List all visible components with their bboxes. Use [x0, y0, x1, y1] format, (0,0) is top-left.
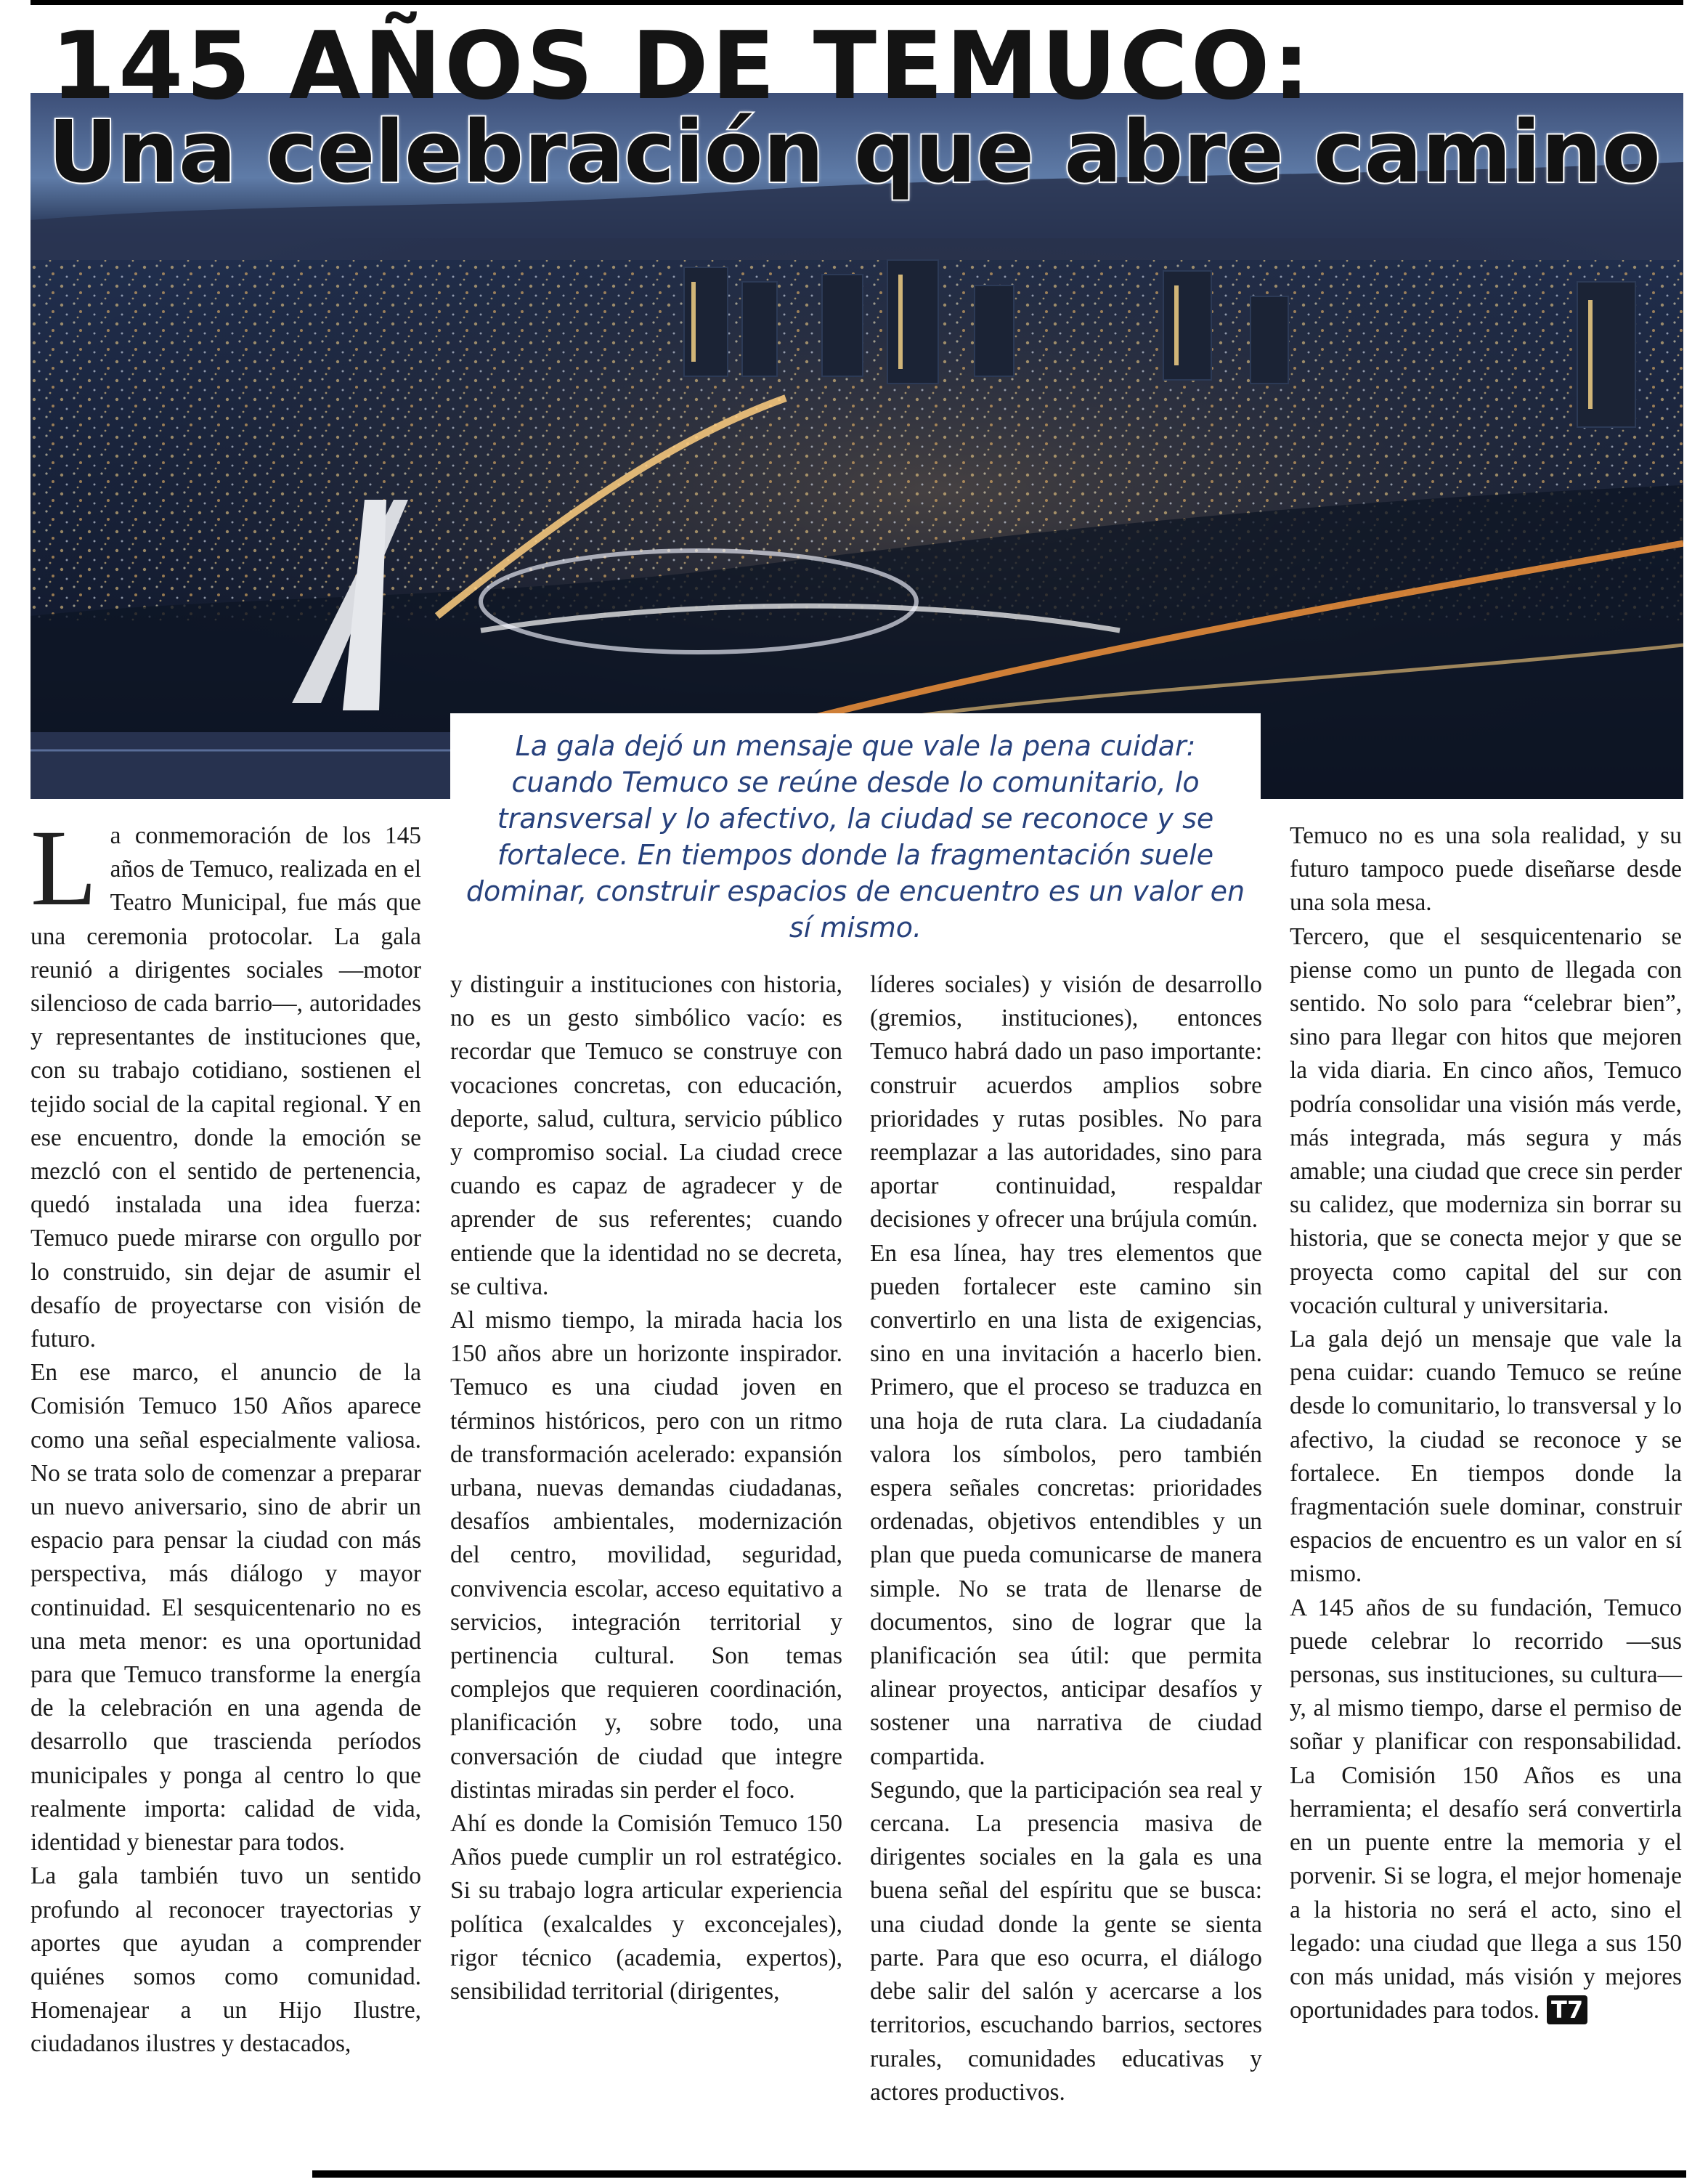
paragraph: La conmemoración de los 145 años de Temuco, realizada en el Teatro Municipal, fue más que una ceremonia protocolar. La gala reunió a dirigentes sociales —motor silencioso de cada barrio—, autoridades y representantes de instituciones que, con su trabajo cotidiano, sostienen el tejido social de la capital regional. Y en ese encuentro, donde la emoción se mezcló con el sentido de pertenencia, quedó instalada una idea fuerza: Temuco puede mirarse con orgullo por lo construido, sin dejar de asumir el desafío de proyectarse con visión de futuro.	[30, 808, 421, 1353]
top-rule	[30, 0, 1683, 5]
bottom-rule	[312, 2170, 1686, 2178]
drop-cap: L	[30, 808, 97, 928]
paragraph: A 145 años de su fundación, Temuco puede celebrar lo recorrido —sus personas, sus instituciones, su cultura— y, al mismo tiempo, darse el permiso de soñar y planificar con responsabilidad. La Comisión 150 Años es una herramienta; el desafío será convertirla en un puente entre la memoria y el porvenir. Si se logra, el mejor homenaje a la historia no será el acto, sino el legado: una ciudad que llega a sus 150 con más unidad, más visión y mejores oportunidades para todos. T7	[1290, 1594, 1682, 2024]
paragraph: La gala también tuvo un sentido profundo al reconocer trayectorias y aportes que ayudan a comprender quiénes somos como comunidad. Homenajear a un Hijo Ilustre, ciudadanos ilustres y destacados,	[30, 1862, 421, 2058]
paragraph: Temuco no es una sola realidad, y su futuro tampoco puede diseñarse desde una sola mesa.	[1290, 822, 1682, 917]
subheadline: Una celebración que abre camino	[48, 102, 1661, 202]
pull-quote: La gala dejó un mensaje que vale la pena cuidar: cuando Temuco se reúne desde lo comunitario, lo transversal y lo afectivo, la ciudad se reconoce y se fortalece. En tiempos donde la fragmentación suele dominar, construir espacios de encuentro es un valor en sí mismo.	[450, 713, 1261, 947]
article-column-2	[450, 968, 842, 2008]
paragraph: Tercero, que el sesquicentenario se piense como un punto de llegada con sentido. No solo para “celebrar bien”, sino para llegar con hitos que mejoren la vida diaria. En cinco años, Temuco podría consolidar una visión más verde, más integrada, más segura y más amable; una ciudad que crece sin perder su calidez, que moderniza sin borrar su historia, que se conecta mejor y que se proyecta como capital del sur con vocación cultural y universitaria.	[1290, 922, 1682, 1319]
paragraph: En esa línea, hay tres elementos que pueden fortalecer este camino sin convertirlo en una lista de exigencias, sino en una invitación a hacerlo bien. Primero, que el proceso se traduzca en una hoja de ruta clara. La ciudadanía valora los símbolos, pero también espera señales concretas: prioridades ordenadas, objetivos entendibles y un plan que pueda comunicarse de manera simple. No se trata de llenarse de documentos, sino de lograr que la planificación sea útil: que permita alinear proyectos, anticipar desafíos y sostener una narrativa de ciudad compartida.	[870, 1239, 1262, 1770]
paragraph: líderes sociales) y visión de desarrollo (gremios, instituciones), entonces Temuco habrá dado un paso importante: construir acuerdos amplios sobre prioridades y rutas posibles. No para reemplazar a las autoridades, sino para aportar continuidad, respaldar decisiones y ofrecer una brújula común.	[870, 971, 1262, 1233]
article-column-1	[30, 808, 421, 2061]
paragraph: Ahí es donde la Comisión Temuco 150 Años puede cumplir un rol estratégico. Si su trabajo logra articular experiencia política (exalcaldes y exconcejales), rigor técnico (academia, expertos), sensibilidad territorial (dirigentes,	[450, 1810, 842, 2005]
headline: 145 AÑOS DE TEMUCO:	[51, 12, 1313, 121]
article-column-3	[870, 968, 1262, 2109]
publication-logo-icon: T7	[1547, 1995, 1587, 2024]
paragraph: Al mismo tiempo, la mirada hacia los 150 años abre un horizonte inspirador. Temuco es una ciudad joven en términos históricos, pero con un ritmo de transformación acelerado: expansión urbana, nuevas demandas ciudadanas, desafíos ambientales, modernización del centro, movilidad, seguridad, convivencia escolar, acceso equitativo a servicios, integración territorial y pertinencia cultural. Son temas complejos que requieren coordinación, planificación y, sobre todo, una conversación de ciudad que integre distintas miradas sin perder el foco.	[450, 1307, 842, 1804]
paragraph: La gala dejó un mensaje que vale la pena cuidar: cuando Temuco se reúne desde lo comunitario, lo transversal y lo afectivo, la ciudad se reconoce y se fortalece. En tiempos donde la fragmentación suele dominar, construir espacios de encuentro es un valor en sí mismo.	[1290, 1326, 1682, 1588]
article-column-4	[1290, 819, 1682, 2027]
paragraph: Segundo, que la participación sea real y cercana. La presencia masiva de dirigentes sociales en la gala es una buena señal del espíritu que se busca: una ciudad donde la gente se sienta parte. Para que eso ocurra, el diálogo debe salir del salón y acercarse a los territorios, escuchando barrios, sectores rurales, comunidades educativas y actores productivos.	[870, 1776, 1262, 2106]
paragraph: y distinguir a instituciones con historia, no es un gesto simbólico vacío: es recordar que Temuco se construye con vocaciones concretas, con educación, deporte, salud, cultura, servicio público y compromiso social. La ciudad crece cuando es capaz de agradecer y de aprender de sus referentes; cuando entiende que la identidad no se decreta, se cultiva.	[450, 971, 842, 1300]
paragraph: En ese marco, el anuncio de la Comisión Temuco 150 Años aparece como una señal especialmente valiosa. No se trata solo de comenzar a preparar un nuevo aniversario, sino de abrir un espacio para pensar la ciudad con más perspectiva, más diálogo y mayor continuidad. El sesquicentenario no es una meta menor: es una oportunidad para que Temuco transforme la energía de la celebración en una agenda de desarrollo que trascienda períodos municipales y ponga al centro lo que realmente importa: calidad de vida, identidad y bienestar para todos.	[30, 1359, 421, 1857]
